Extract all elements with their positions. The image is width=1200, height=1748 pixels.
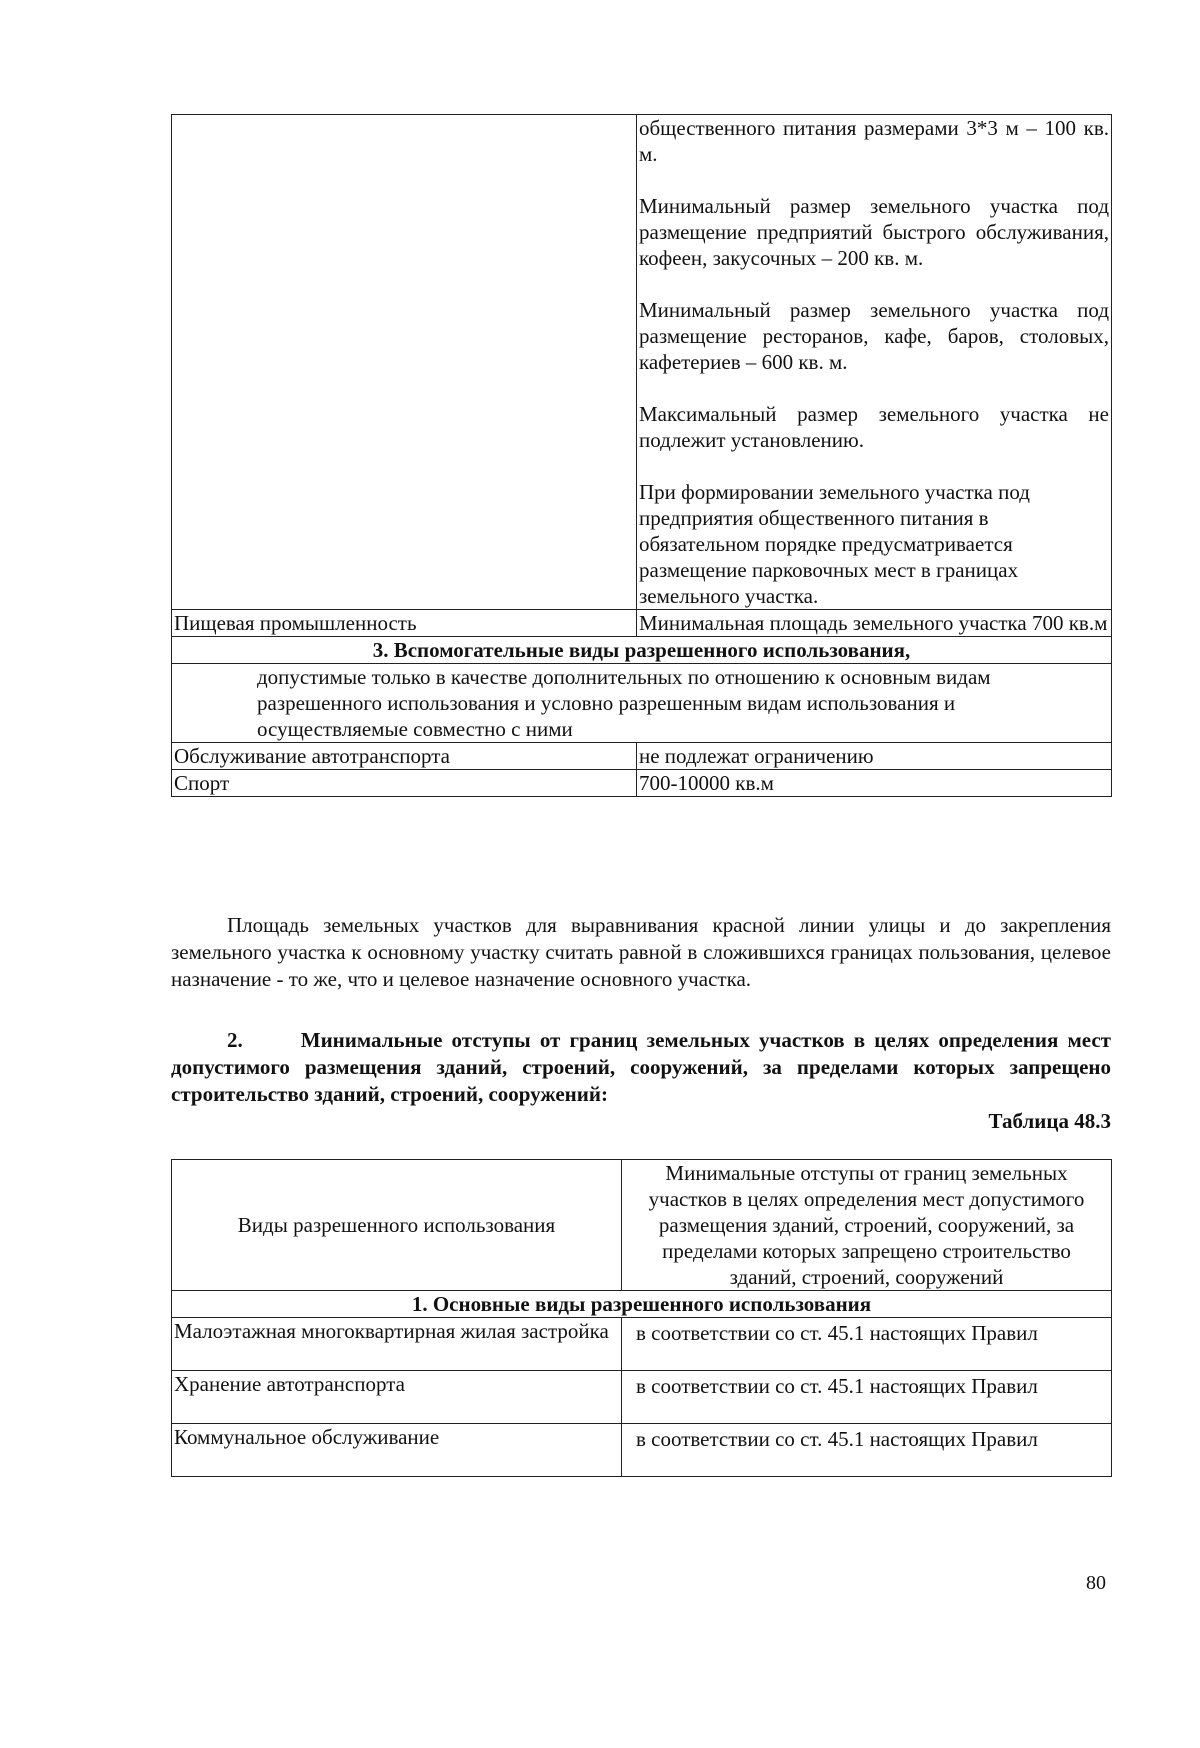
table-cell-right: в соответствии со ст. 45.1 настоящих Правил <box>622 1371 1112 1424</box>
cell-paragraph: Минимальный размер земельного участка под размещение предприятий быстрого обслуживания, кофеен, закусочных – 200 кв. м. <box>639 194 1109 270</box>
page-number: 80 <box>1086 1572 1106 1594</box>
table-row <box>172 1371 1112 1424</box>
table-section-row <box>172 664 1112 743</box>
table-cell-right: в соответствии со ст. 45.1 настоящих Правил <box>622 1424 1112 1477</box>
table-cell-left: Спорт <box>172 770 637 797</box>
heading-number: 2. <box>227 1028 243 1052</box>
cell-paragraph: При формировании земельного участка под предприятия общественного питания в обязательном порядке предусматривается размещение парковочных мест в границах земельного участка. <box>639 480 1030 608</box>
section-title: 3. Вспомогательные виды разрешенного использования, <box>172 637 1112 664</box>
permitted-use-table-part <box>171 114 1112 797</box>
section-subtitle: допустимые только в качестве дополнительных по отношению к основным видам разрешенного использования и условно разрешенным видам использования и осуществляемые совместно с ними <box>172 664 1112 743</box>
table-cell-left: Хранение автотранспорта <box>172 1371 622 1424</box>
table-row <box>172 1318 1112 1371</box>
section-title: 1. Основные виды разрешенного использования <box>172 1291 1112 1318</box>
table-section-row <box>172 1291 1112 1318</box>
table-header-row <box>172 1160 1112 1291</box>
table-cell-right: 700-10000 кв.м <box>637 770 1112 797</box>
cell-paragraph: Максимальный размер земельного участка не подлежит установлению. <box>639 402 1109 452</box>
table-cell-right <box>637 115 1112 610</box>
table-cell-left: Малоэтажная многоквартирная жилая застройка <box>172 1318 622 1371</box>
header-left: Виды разрешенного использования <box>172 1160 622 1291</box>
table-cell-left: Пищевая промышленность <box>172 610 637 637</box>
table-row <box>172 743 1112 770</box>
table-row <box>172 610 1112 637</box>
cell-paragraph: Минимальный размер земельного участка под размещение ресторанов, кафе, баров, столовых, кафетериев – 600 кв. м. <box>639 298 1109 374</box>
table-row <box>172 115 1112 610</box>
table-cell-right: Минимальная площадь земельного участка 700 кв.м <box>637 610 1112 637</box>
body-paragraph: Площадь земельных участков для выравнивания красной линии улицы и до закрепления земельного участка к основному участку считать равной в сложившихся границах пользования, целевое назначение - то же, что и целевое назначение основного участка. <box>171 913 1111 991</box>
section-heading <box>171 1027 1111 1108</box>
table-cell-right: не подлежат ограничению <box>637 743 1112 770</box>
table-section-row <box>172 637 1112 664</box>
heading-text: Минимальные отступы от границ земельных участков в целях определения мест допустимого размещения зданий, строений, сооружений, за пределами которых запрещено строительство зданий, строений, сооружений: <box>171 1028 1111 1106</box>
table-caption: Таблица 48.3 <box>988 1109 1111 1133</box>
cell-paragraph: общественного питания размерами 3*3 м – 100 кв. м. <box>639 116 1109 166</box>
header-right: Минимальные отступы от границ земельных участков в целях определения мест допустимого размещения зданий, строений, сооружений, за пределами которых запрещено строительство зданий, строений, сооружений <box>622 1160 1112 1291</box>
table-row <box>172 1424 1112 1477</box>
table-cell-right: в соответствии со ст. 45.1 настоящих Правил <box>622 1318 1112 1371</box>
table-cell-left: Коммунальное обслуживание <box>172 1424 622 1477</box>
table-cell-left: Обслуживание автотранспорта <box>172 743 637 770</box>
setback-table <box>171 1159 1112 1477</box>
table-row <box>172 770 1112 797</box>
table-cell-left <box>172 115 637 610</box>
